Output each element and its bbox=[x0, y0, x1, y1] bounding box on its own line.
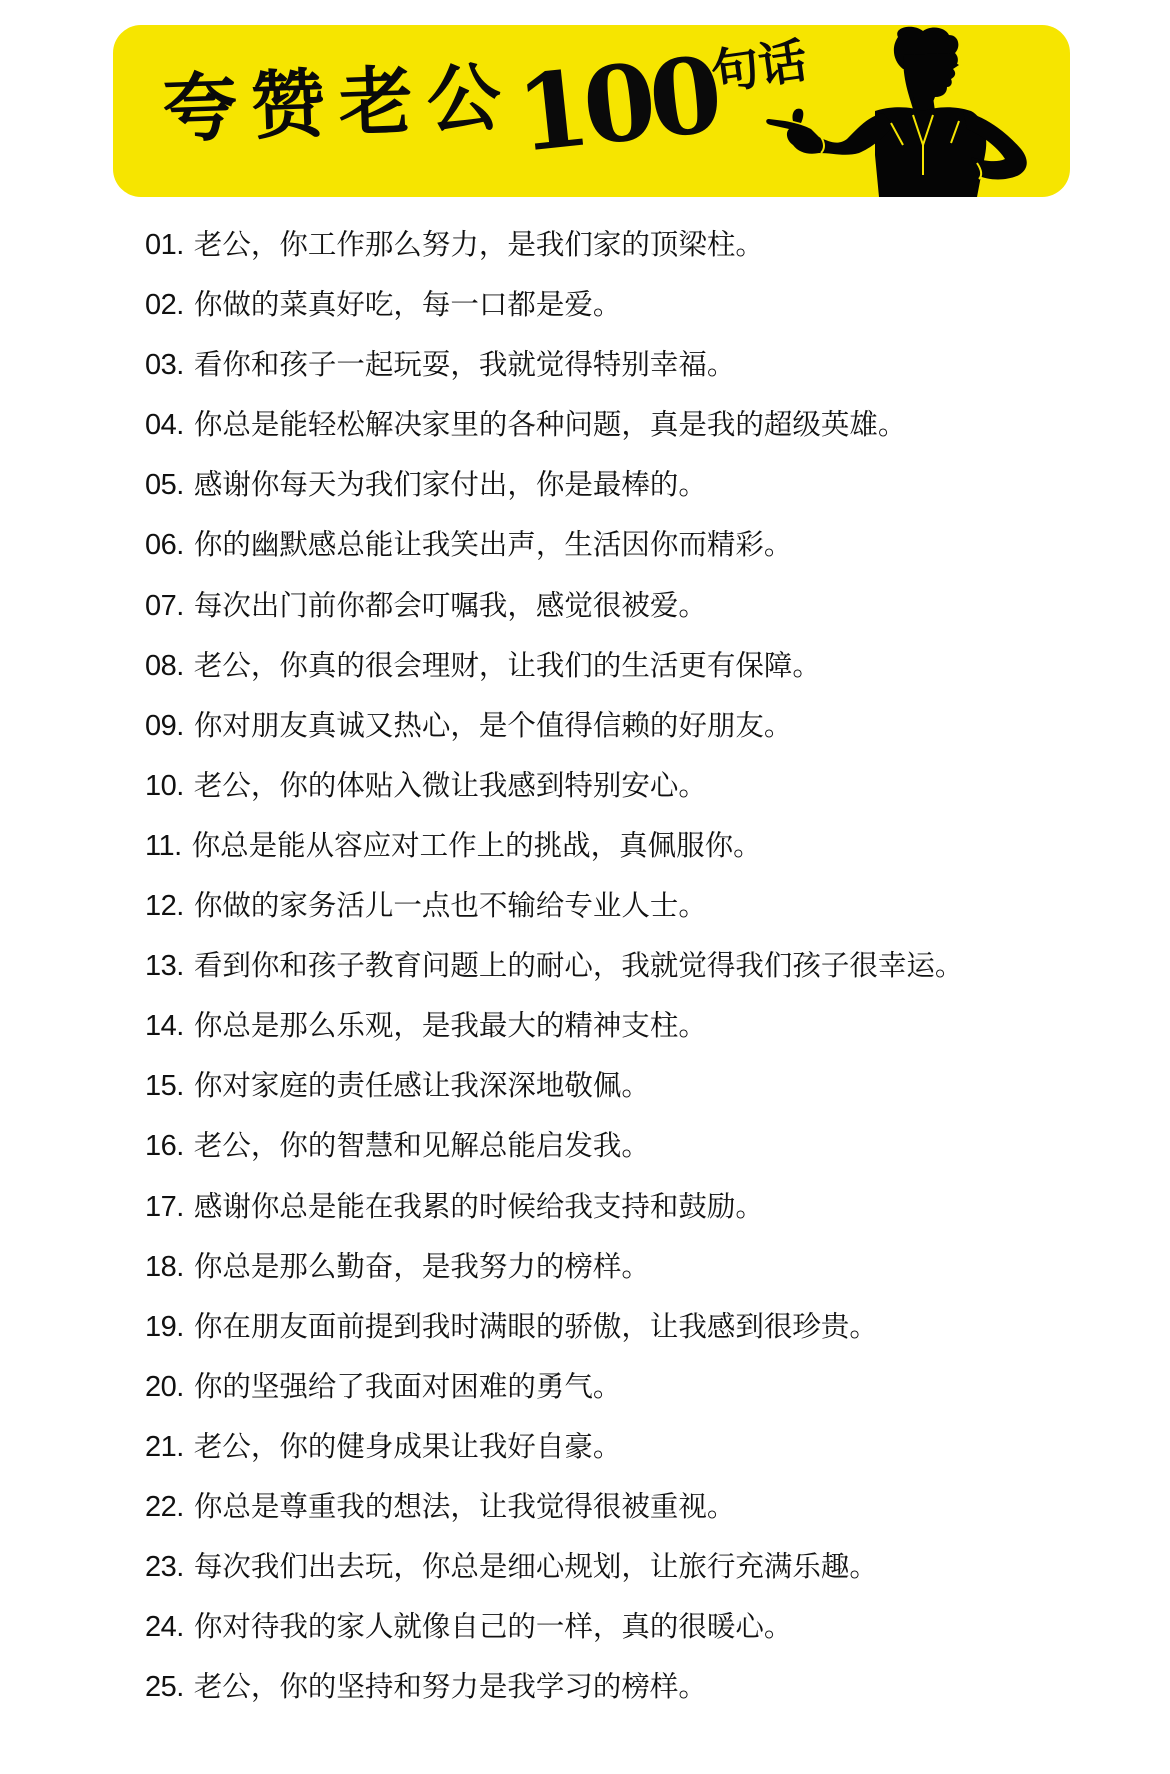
item-number: 23. bbox=[145, 1551, 184, 1584]
item-number: 22. bbox=[145, 1490, 184, 1523]
list-item bbox=[145, 1056, 963, 1116]
item-number: 21. bbox=[145, 1430, 184, 1463]
item-text: 你总是尊重我的想法，让我觉得很被重视。 bbox=[193, 1489, 736, 1523]
item-number: 05. bbox=[145, 469, 184, 502]
banner-title-suffix: 句话 bbox=[707, 32, 811, 102]
item-number: 18. bbox=[145, 1250, 184, 1283]
list-item bbox=[145, 1657, 963, 1717]
list-item bbox=[145, 816, 963, 876]
list-item bbox=[145, 1477, 963, 1537]
list-item bbox=[145, 576, 963, 636]
item-number: 19. bbox=[145, 1310, 184, 1343]
list-item bbox=[145, 1357, 963, 1417]
list-item bbox=[145, 515, 963, 575]
item-text: 老公，你的智慧和见解总能启发我。 bbox=[193, 1129, 650, 1163]
item-text: 你的坚强给了我面对困难的勇气。 bbox=[193, 1369, 622, 1403]
item-number: 20. bbox=[145, 1370, 184, 1403]
pointing-man-icon bbox=[763, 25, 1070, 197]
item-text: 你做的菜真好吃，每一口都是爱。 bbox=[193, 288, 622, 322]
list-item bbox=[145, 996, 963, 1056]
list-item bbox=[145, 756, 963, 816]
list-item bbox=[145, 636, 963, 696]
item-number: 09. bbox=[145, 709, 184, 742]
list-item bbox=[145, 275, 963, 335]
item-text: 老公，你的健身成果让我好自豪。 bbox=[193, 1429, 622, 1463]
item-number: 06. bbox=[145, 529, 184, 562]
item-text: 老公，你真的很会理财，让我们的生活更有保障。 bbox=[193, 648, 821, 682]
item-text: 老公，你的体贴入微让我感到特别安心。 bbox=[193, 768, 707, 802]
item-number: 12. bbox=[145, 890, 184, 923]
item-number: 07. bbox=[145, 589, 184, 622]
list-item bbox=[145, 696, 963, 756]
list-item bbox=[145, 1237, 963, 1297]
list-item bbox=[145, 1297, 963, 1357]
item-number: 25. bbox=[145, 1671, 184, 1704]
item-text: 老公，你工作那么努力，是我们家的顶梁柱。 bbox=[193, 228, 764, 261]
item-number: 10. bbox=[145, 769, 184, 802]
item-text: 每次出门前你都会叮嘱我，感觉很被爱。 bbox=[193, 588, 707, 622]
item-text: 你总是能从容应对工作上的挑战，真佩服你。 bbox=[191, 828, 762, 862]
banner-title: 夸赞老公 bbox=[161, 54, 517, 153]
item-text: 你对家庭的责任感让我深深地敬佩。 bbox=[193, 1069, 650, 1103]
item-text: 老公，你的坚持和努力是我学习的榜样。 bbox=[193, 1670, 707, 1704]
item-number: 15. bbox=[145, 1070, 184, 1103]
item-text: 你的幽默感总能让我笑出声，生活因你而精彩。 bbox=[193, 528, 793, 562]
item-number: 02. bbox=[145, 289, 184, 322]
item-text: 你做的家务活儿一点也不输给专业人士。 bbox=[193, 889, 707, 923]
item-text: 看到你和孩子教育问题上的耐心，我就觉得我们孩子很幸运。 bbox=[193, 949, 964, 983]
list-item bbox=[145, 335, 963, 395]
item-text: 你对待我的家人就像自己的一样，真的很暖心。 bbox=[193, 1610, 793, 1644]
compliment-list bbox=[145, 215, 963, 1717]
list-item bbox=[145, 455, 963, 515]
item-number: 14. bbox=[145, 1010, 184, 1043]
item-number: 01. bbox=[145, 229, 184, 261]
item-number: 04. bbox=[145, 409, 184, 442]
banner-title-number: 100 bbox=[511, 32, 722, 176]
item-number: 11. bbox=[145, 829, 182, 862]
item-text: 每次我们出去玩，你总是细心规划，让旅行充满乐趣。 bbox=[193, 1550, 878, 1584]
list-item bbox=[145, 1417, 963, 1477]
item-text: 感谢你每天为我们家付出，你是最棒的。 bbox=[193, 468, 707, 502]
list-item bbox=[145, 876, 963, 936]
item-number: 13. bbox=[145, 950, 184, 983]
list-item bbox=[145, 215, 963, 275]
item-text: 你总是能轻松解决家里的各种问题，真是我的超级英雄。 bbox=[193, 408, 907, 442]
list-item bbox=[145, 1116, 963, 1176]
item-text: 你在朋友面前提到我时满眼的骄傲，让我感到很珍贵。 bbox=[193, 1309, 878, 1343]
item-number: 03. bbox=[145, 349, 184, 382]
list-item bbox=[145, 395, 963, 455]
item-number: 17. bbox=[145, 1190, 184, 1223]
list-item bbox=[145, 1177, 963, 1237]
list-item bbox=[145, 936, 963, 996]
item-text: 你总是那么勤奋，是我努力的榜样。 bbox=[193, 1249, 650, 1283]
item-number: 16. bbox=[145, 1130, 184, 1163]
item-text: 你总是那么乐观，是我最大的精神支柱。 bbox=[193, 1009, 707, 1043]
item-text: 感谢你总是能在我累的时候给我支持和鼓励。 bbox=[193, 1189, 764, 1223]
item-text: 你对朋友真诚又热心，是个值得信赖的好朋友。 bbox=[193, 708, 793, 742]
item-text: 看你和孩子一起玩耍，我就觉得特别幸福。 bbox=[193, 348, 736, 382]
item-number: 24. bbox=[145, 1611, 184, 1644]
list-item bbox=[145, 1537, 963, 1597]
title-banner bbox=[113, 25, 1070, 197]
item-number: 08. bbox=[145, 649, 184, 682]
list-item bbox=[145, 1597, 963, 1657]
